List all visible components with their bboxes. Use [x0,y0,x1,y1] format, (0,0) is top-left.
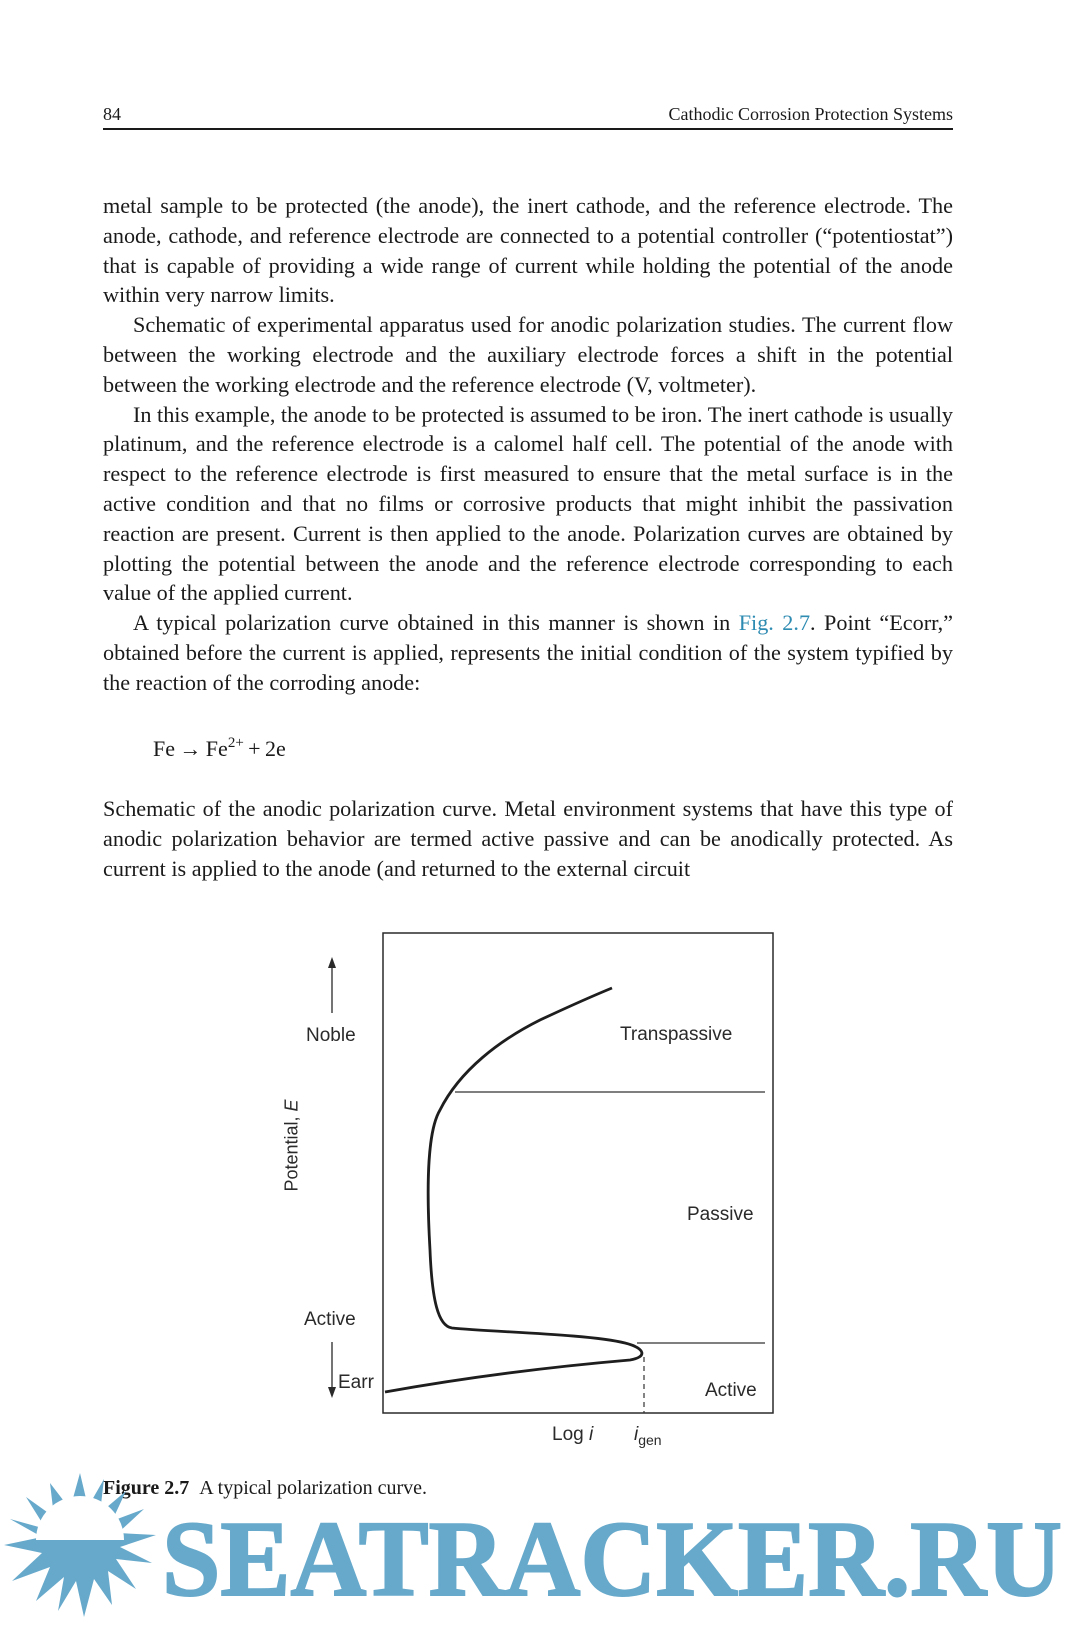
passive-label: Passive [687,1204,754,1225]
caption-label: Figure 2.7 [103,1477,190,1499]
figure-link[interactable]: Fig. 2.7 [738,610,811,636]
running-title: Cathodic Corrosion Protection Systems [668,104,953,124]
noble-label: Noble [306,1025,356,1046]
y-axis-symbol: E [281,1099,302,1112]
paragraph-5-text: Schematic of the anodic polarization curve. Metal environment systems that have this type of anodic polarization behavior are termed active passive and can be anodically protected. As current is applied to the anode (and returned to the external circuit [103,796,953,881]
reaction-equation [153,735,286,762]
svg-text:SEATRACKER.RU: SEATRACKER.RU [162,1500,1062,1619]
caption-text: A typical polarization curve. [199,1477,427,1499]
igen-symbol: i [634,1424,639,1445]
sun-logo-icon [0,1470,1080,1620]
x-axis-symbol: i [588,1424,594,1445]
y-axis-text: Potential, [281,1111,302,1192]
active-label-left: Active [304,1309,356,1330]
y-axis-label [282,1076,303,1216]
paragraph-2: Schematic of experimental apparatus used for anodic polarization studies. The current flow between the working electrode and the auxiliary electrode forces a shift in the potential between the working electrode and the reference electrode (V, voltmeter). [103,312,953,397]
body-text [103,191,953,698]
equation-superscript: 2+ [227,735,244,751]
plot-frame [383,933,773,1413]
page-header [103,100,953,130]
page-number: 84 [103,104,121,124]
paragraph-4-text-end: . Point “Ecorr,” obtained before the current is applied, represents the initial condition of the system typified by the reaction of the corroding anode: [103,610,953,695]
paragraph-4 [103,608,953,697]
earr-label: Earr [338,1372,374,1393]
polarization-curve [385,988,642,1392]
x-axis-label [552,1424,593,1446]
igen-label [634,1424,662,1448]
equation-lhs: Fe → Fe [153,736,228,761]
equation-rhs: + 2e [243,736,286,761]
paragraph-5 [103,794,953,883]
paragraph-3: In this example, the anode to be protected is assumed to be iron. The inert cathode is usually platinum, and the reference electrode is a calomel half cell. The potential of the anode with respect to the reference electrode is first measured to ensure that the metal surface is in the active condition and that no films or corrosive products that might inhibit the passivation reaction are present. Current is then applied to the anode. Polarization curves are obtained by plotting the potential between the anode and the reference electrode corresponding to each value of the applied current. [103,401,953,606]
transpassive-label: Transpassive [620,1024,733,1045]
x-axis-text: Log [552,1424,589,1445]
watermark [0,1470,1080,1620]
active-region-label: Active [705,1380,757,1401]
paragraph-4-text: A typical polarization curve obtained in this manner is shown in [133,610,739,636]
paragraph-1: metal sample to be protected (the anode), the inert cathode, and the reference electrode. The anode, cathode, and reference electrode are connected to a potential controller (“potentiostat”) that is capable of providing a wide range of current while holding the potential of the anode within very narrow limits. [103,193,953,308]
igen-subscript: gen [638,1431,662,1448]
